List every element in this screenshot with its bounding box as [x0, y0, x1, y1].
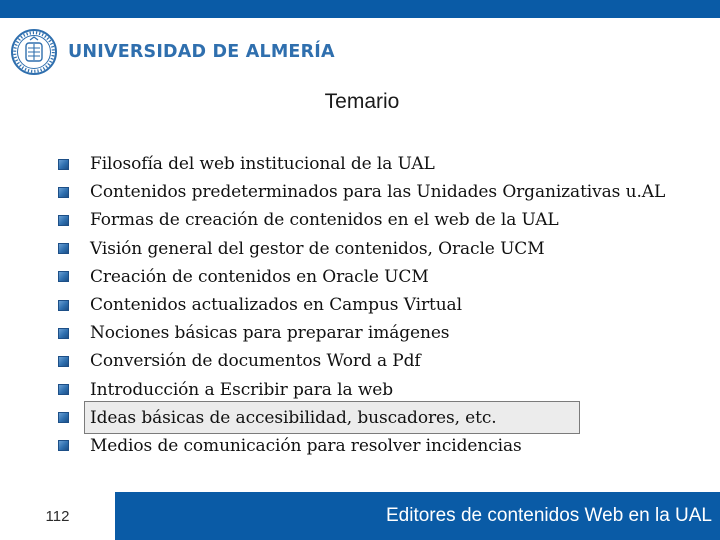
list-item-text: Contenidos actualizados en Campus Virtual — [90, 295, 462, 316]
bullet-square-icon — [58, 356, 69, 367]
topic-list — [58, 150, 666, 460]
list-item — [58, 178, 666, 206]
bullet-square-icon — [58, 187, 69, 198]
list-item-text: Medios de comunicación para resolver incidencias — [90, 435, 522, 456]
list-item-highlighted — [58, 404, 618, 432]
list-item — [58, 263, 618, 291]
list-item — [58, 432, 618, 460]
list-item — [58, 235, 618, 263]
bullet-square-icon — [58, 243, 69, 254]
university-logo — [10, 27, 335, 77]
list-item-text: Nociones básicas para preparar imágenes — [90, 323, 450, 344]
list-item-text: Creación de contenidos en Oracle UCM — [90, 266, 429, 287]
list-item-text: Contenidos predeterminados para las Unidades Organizativas u.AL — [90, 182, 666, 203]
list-item-text: Introducción a Escribir para la web — [90, 379, 394, 400]
highlight-box — [84, 401, 580, 434]
list-item-text: Ideas básicas de accesibilidad, buscadores, etc. — [90, 407, 497, 428]
bullet-square-icon — [58, 440, 69, 451]
slide-title-container — [0, 90, 720, 114]
bullet-square-icon — [58, 271, 69, 282]
slide-title: Temario — [324, 90, 400, 113]
top-accent-bar — [0, 0, 720, 18]
logo-text: UNIVERSIDAD DE ALMERÍA — [68, 42, 335, 62]
bullet-square-icon — [58, 328, 69, 339]
list-item-text: Formas de creación de contenidos en el web de la UAL — [90, 210, 559, 231]
bullet-square-icon — [58, 300, 69, 311]
footer-title-bar — [115, 492, 720, 540]
list-item-text: Visión general del gestor de contenidos, Oracle UCM — [90, 238, 545, 259]
bullet-square-icon — [58, 412, 69, 423]
list-item-text: Filosofía del web institucional de la UAL — [90, 154, 435, 175]
university-seal-icon — [10, 28, 58, 76]
list-item — [58, 347, 618, 375]
slide-footer — [0, 492, 720, 540]
list-item — [58, 150, 618, 178]
list-item-text: Conversión de documentos Word a Pdf — [90, 351, 421, 372]
list-item — [58, 291, 618, 319]
footer-page-area — [0, 492, 115, 540]
bullet-square-icon — [58, 159, 69, 170]
footer-title: Editores de contenidos Web en la UAL — [385, 505, 712, 526]
list-item — [58, 376, 618, 404]
page-number: 112 — [45, 507, 70, 525]
bullet-square-icon — [58, 384, 69, 395]
bullet-square-icon — [58, 215, 69, 226]
list-item — [58, 206, 618, 234]
list-item — [58, 319, 618, 347]
